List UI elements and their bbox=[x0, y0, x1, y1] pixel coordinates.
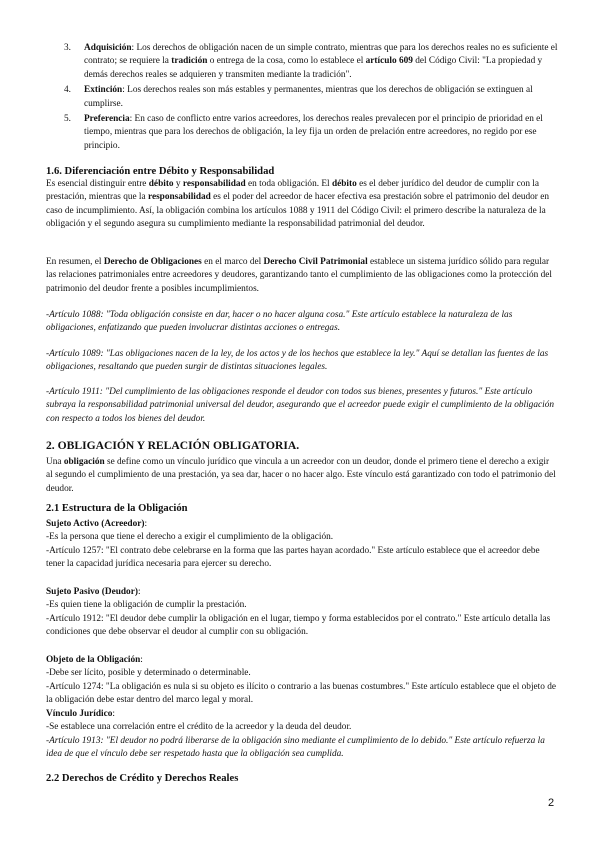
paragraph: Una obligación se define como un vínculo jurídico que vincula a un acreedor con un deudor, donde el primero tiene el derecho a exigir al segundo el cumplimiento de una prestación, ya sea dar, hacer o no hacer algo. Este vínculo está garantizado con todo el patrimonio del deudor. bbox=[46, 457, 556, 494]
list-item bbox=[64, 113, 558, 153]
summary-paragraph: En resumen, el Derecho de Obligaciones en el marco del Derecho Civil Patrimonial establece un sistema jurídico sólido para regular las relaciones patrimoniales entre acreedores y deudores, garantizando tanto el cumplimiento de las obligaciones como la protección del patrimonio del deudor frente a posibles incumplimientos. bbox=[46, 257, 552, 294]
list-number: 4. bbox=[64, 85, 71, 96]
subheading: Objeto de la Obligación bbox=[46, 655, 141, 665]
section-2 bbox=[46, 439, 558, 496]
list-number: 5. bbox=[64, 114, 71, 125]
subheading: Sujeto Activo (Acreedor) bbox=[46, 519, 145, 529]
article-quote: -Artículo 1088: "Toda obligación consiste en dar, hacer o no hacer alguna cosa." Este artículo establece la naturaleza de las obligaciones, enfatizando que pueden involucrar distintas acciones o entregas. bbox=[46, 310, 513, 334]
list-item bbox=[64, 42, 558, 82]
page-number: 2 bbox=[548, 797, 555, 809]
list-text: Preferencia: En caso de conflicto entre varios acreedores, los derechos reales prevalecen por el principio de prioridad en el tiempo, mientras que para los derechos de obligación, la ley fija un orden de prelación entre acreedores, no regido por ese principio. bbox=[84, 114, 543, 151]
list-item bbox=[64, 84, 558, 111]
sujeto-activo: Sujeto Activo (Acreedor): -Es la persona que tiene el derecho a exigir el cumplimiento de la obligación. -Artículo 1257: "El contrato debe celebrarse en la forma que las partes hayan acordado." Este artículo establece que el acreedor debe tener la capacidad jurídica necesaria para ejercer su derecho. bbox=[46, 519, 540, 570]
article-quote: -Artículo 1089: "Las obligaciones nacen de la ley, de los actos y de los hechos que establece la ley." Aquí se detallan las fuentes de las obligaciones, resaltando que pueden surgir de distintas situaciones legales. bbox=[46, 349, 549, 373]
section-heading: 1.6. Diferenciación entre Débito y Responsabilidad bbox=[46, 166, 275, 177]
section-1-6 bbox=[46, 165, 558, 232]
numbered-list bbox=[64, 42, 558, 155]
vinculo-juridico: Vínculo Jurídico: -Se establece una correlación entre el crédito de la acreedor y la deuda del deudor. -Artículo 1913: "El deudor no podrá liberarse de la obligación sino mediante el cumplimiento de lo debido." Este artículo refuerza la idea de que el vínculo debe ser respetado hasta que la obligación sea cumplida. bbox=[46, 709, 545, 760]
list-number: 3. bbox=[64, 43, 71, 53]
list-text: Extinción: Los derechos reales son más estables y permanentes, mientras que los derechos de obligación se extinguen al cumplirse. bbox=[84, 85, 533, 109]
term: Preferencia bbox=[84, 114, 130, 125]
sujeto-pasivo: Sujeto Pasivo (Deudor): -Es quien tiene la obligación de cumplir la prestación. -Artículo 1912: "El deudor debe cumplir la obligación en el lugar, tiempo y forma establecidos por el contrato." Este artículo detalla las condiciones que debe observar el deudor al cumplir con su obligación. bbox=[46, 587, 551, 638]
list-text: Adquisición: Los derechos de obligación nacen de un simple contrato, mientras que para los derechos reales no es suficiente el contrato; se requiere la tradición o entrega de la cosa, como lo establece el artículo 609 del Código Civil: "La propiedad y demás derechos reales se adquieren y transmiten mediante la tradición". bbox=[84, 43, 558, 80]
paragraph: Es esencial distinguir entre débito y responsabilidad en toda obligación. El débito es el deber jurídico del deudor de cumplir con la prestación, mientras que la responsabilidad es el poder del acreedor de hacer efectiva esa prestación sobre el patrimonio del deudor en caso de incumplimiento. Así, la obligación combina los artículos 1088 y 1911 del Código Civil: el primero describe la naturaleza de la obligación y el segundo asegura su cumplimiento mediante la responsabilidad patrimonial del deudor. bbox=[46, 179, 550, 230]
term: Adquisición bbox=[84, 43, 132, 53]
section-heading: 2. OBLIGACIÓN Y RELACIÓN OBLIGATORIA. bbox=[46, 439, 300, 452]
objeto-obligacion: Objeto de la Obligación: -Debe ser lícito, posible y determinado o determinable. -Artículo 1274: "La obligación es nula si su objeto es ilícito o contrario a las buenas costumbres." Este artículo establece que el objeto de la obligación debe estar dentro del marco legal y moral. bbox=[46, 655, 556, 706]
term: Extinción bbox=[84, 85, 123, 96]
subheading: Sujeto Pasivo (Deudor) bbox=[46, 587, 138, 597]
article-quote: -Artículo 1911: "Del cumplimiento de las obligaciones responde el deudor con todos sus bienes, presentes y futuros." Este artículo subraya la responsabilidad patrimonial universal del deudor, asegurando que el acreedor puede exigir el cumplimiento de la obligación con respecto a todos los bienes del deudor. bbox=[46, 387, 554, 424]
section-2-1-heading: 2.1 Estructura de la Obligación bbox=[46, 503, 188, 514]
subheading: Vínculo Jurídico bbox=[46, 709, 113, 719]
section-2-2-heading: 2.2 Derechos de Crédito y Derechos Reales bbox=[46, 773, 239, 784]
